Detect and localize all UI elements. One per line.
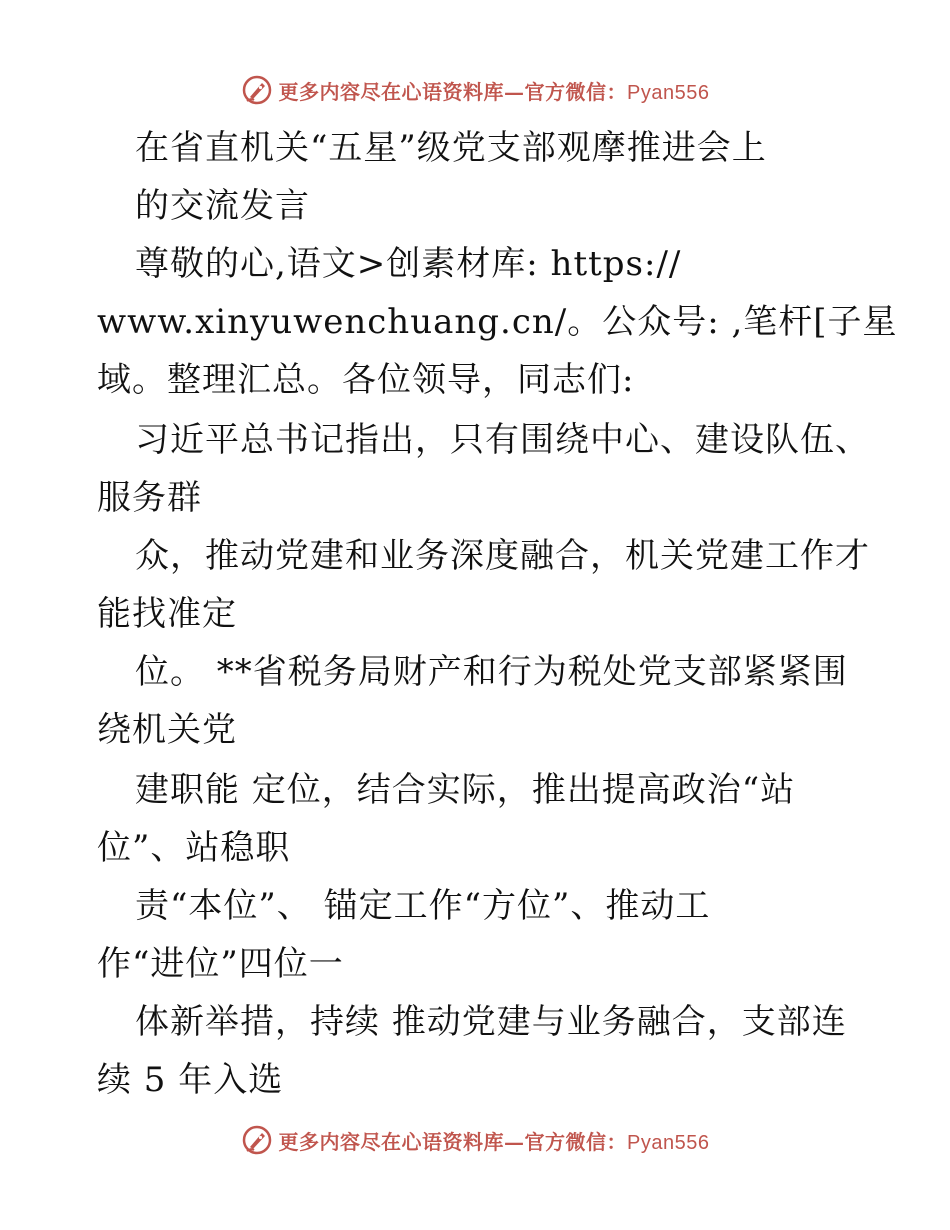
doc-paragraph-line: 能找准定	[97, 594, 237, 634]
pen-logo-icon	[241, 1124, 273, 1156]
doc-paragraph-line: 续 5 年入选	[97, 1060, 284, 1100]
pen-logo-icon	[241, 74, 273, 106]
watermark-text: 更多内容尽在心语资料库—官方微信：Pyan556	[278, 1129, 710, 1154]
doc-title-line-2: 的交流发言	[135, 186, 310, 226]
doc-paragraph-line: 服务群	[97, 478, 202, 518]
doc-paragraph-line: 绕机关党	[97, 710, 237, 750]
doc-paragraph-line: 尊敬的心,语文>创素材库: https://	[135, 244, 682, 284]
doc-paragraph-line: 众，推动党建和业务深度融合，机关党建工作才	[135, 536, 870, 576]
header-watermark	[0, 72, 950, 108]
watermark-text: 更多内容尽在心语资料库—官方微信：Pyan556	[278, 79, 710, 104]
doc-paragraph-line: 域。整理汇总。各位领导，同志们:	[97, 360, 635, 400]
doc-paragraph-line: 位”、站稳职	[97, 828, 291, 868]
doc-paragraph-line: 责“本位”、 锚定工作“方位”、推动工	[135, 886, 711, 926]
doc-paragraph-line: 体新举措，持续 推动党建与业务融合，支部连	[135, 1002, 847, 1042]
doc-paragraph-line: 作“进位”四位一	[97, 944, 344, 984]
doc-paragraph-line: 习近平总书记指出，只有围绕中心、建设队伍、	[135, 420, 870, 460]
doc-title-line-1: 在省直机关“五星”级党支部观摩推进会上	[135, 128, 767, 168]
watermark-wechat-id: Pyan556	[627, 1131, 710, 1154]
watermark-wechat-id: Pyan556	[627, 81, 710, 104]
doc-paragraph-line: www.xinyuwenchuang.cn/。公众号: ,笔杆[子星	[97, 302, 898, 342]
doc-paragraph-line: 位。 **省税务局财产和行为税处党支部紧紧围	[135, 652, 848, 692]
doc-paragraph-line: 建职能 定位，结合实际，推出提高政治“站	[135, 770, 796, 810]
footer-watermark	[0, 1122, 950, 1158]
